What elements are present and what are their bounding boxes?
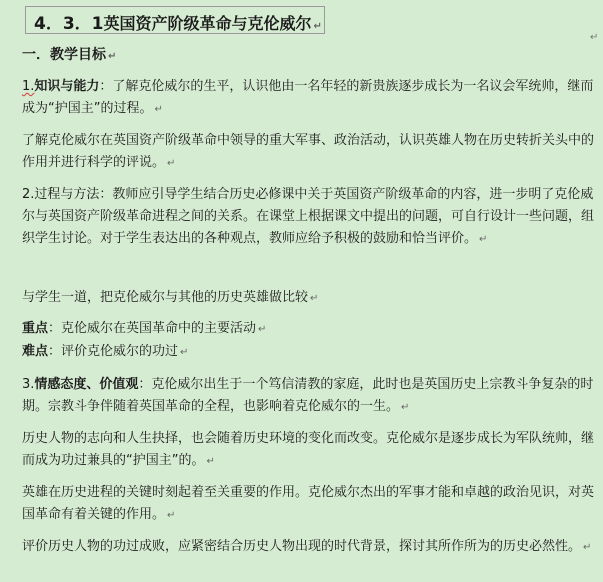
paragraph-mark: ↵ [401,402,410,413]
paragraph-mark: ↵ [310,293,319,304]
paragraph-mark: ↵ [583,542,592,553]
paragraph-prefix: 3. [22,377,35,392]
section-heading [22,44,116,64]
paragraph-body: 历史人物的志向和人生抉择，也会随着历史环境的变化而改变。克伦威尔是逐步成长为军队统帅，继而成为功过兼具的“护国主”的。 [22,431,595,468]
paragraph-body: 了解克伦威尔在英国资产阶级革命中领导的重大军事、政治活动，认识英雄人物在历史转折关头中的作用并进行科学的评说。 [22,133,595,170]
paragraph-military [22,130,594,175]
paragraph-evaluation [22,536,594,559]
paragraph-body: 评价历史人物的功过成败，应紧密结合历史人物出现的时代背景，探讨其所作所为的历史必然性。 [22,539,582,554]
paragraph-ambition [22,428,594,473]
paragraph-label: 情感态度、价值观 [34,377,139,392]
paragraph-body: 2.过程与方法：教师应引导学生结合历史必修课中关于英国资产阶级革命的内容，进一步明了克伦威尔与英国资产阶级革命进程之间的关系。在课堂上根据课文中提出的问题，可自行设计一些问题，组织学生讨论。对于学生表达出的各种观点，教师应给予积极的鼓励和恰当评价。 [22,187,595,246]
document-title [34,9,322,34]
paragraph-knowledge [22,76,594,121]
paragraph-mark: ↵ [108,51,117,62]
paragraph-key-point [22,318,594,341]
paragraph-mark: ↵ [479,234,488,245]
paragraph-difficulty [22,341,594,364]
paragraph-mark: ↵ [167,158,176,169]
paragraph-process [22,184,594,251]
paragraph-body: 英雄在历史进程的关键时刻起着至关重要的作用。克伦威尔杰出的军事才能和卓越的政治见识，对英国革命有着关键的作用。 [22,485,595,522]
paragraph-body: 与学生一道，把克伦威尔与其他的历史英雄做比较 [22,290,309,305]
paragraph-mark: ↵ [313,21,322,32]
paragraph-prefix: 1. [22,79,35,94]
paragraph-mark: ↵ [206,456,215,467]
paragraph-body: ：克伦威尔在英国革命中的主要活动 [48,321,257,336]
paragraph-label: 难点 [22,344,49,359]
title-text: 英国资产阶级革命与克伦威尔 [103,14,312,33]
paragraph-mark: ↵ [590,32,599,43]
paragraph-body: ：评价克伦威尔的功过 [48,344,179,359]
paragraph-label: 知识与能力 [34,79,100,94]
paragraph-compare [22,287,594,310]
section-heading-text: 一．教学目标 [22,47,106,63]
paragraph-mark: ↵ [154,104,163,115]
paragraph-hero [22,482,594,527]
paragraph-label: 重点 [22,321,49,336]
title-box [25,6,325,34]
paragraph-mark: ↵ [180,347,189,358]
paragraph-mark: ↵ [167,510,176,521]
title-number: 4．3．1 [34,14,104,34]
paragraph-values [22,374,594,419]
paragraph-mark: ↵ [258,324,267,335]
paragraph-body: ：了解克伦威尔的生平，认识他由一名年轻的新贵族逐步成长为一名议会军统帅，继而成为“护国主”的过程。 [22,79,594,116]
paragraph-body: ：克伦威尔出生于一个笃信清教的家庭，此时也是英国历史上宗教斗争复杂的时期。宗教斗争伴随着英国革命的全程，也影响着克伦威尔的一生。 [22,377,594,414]
